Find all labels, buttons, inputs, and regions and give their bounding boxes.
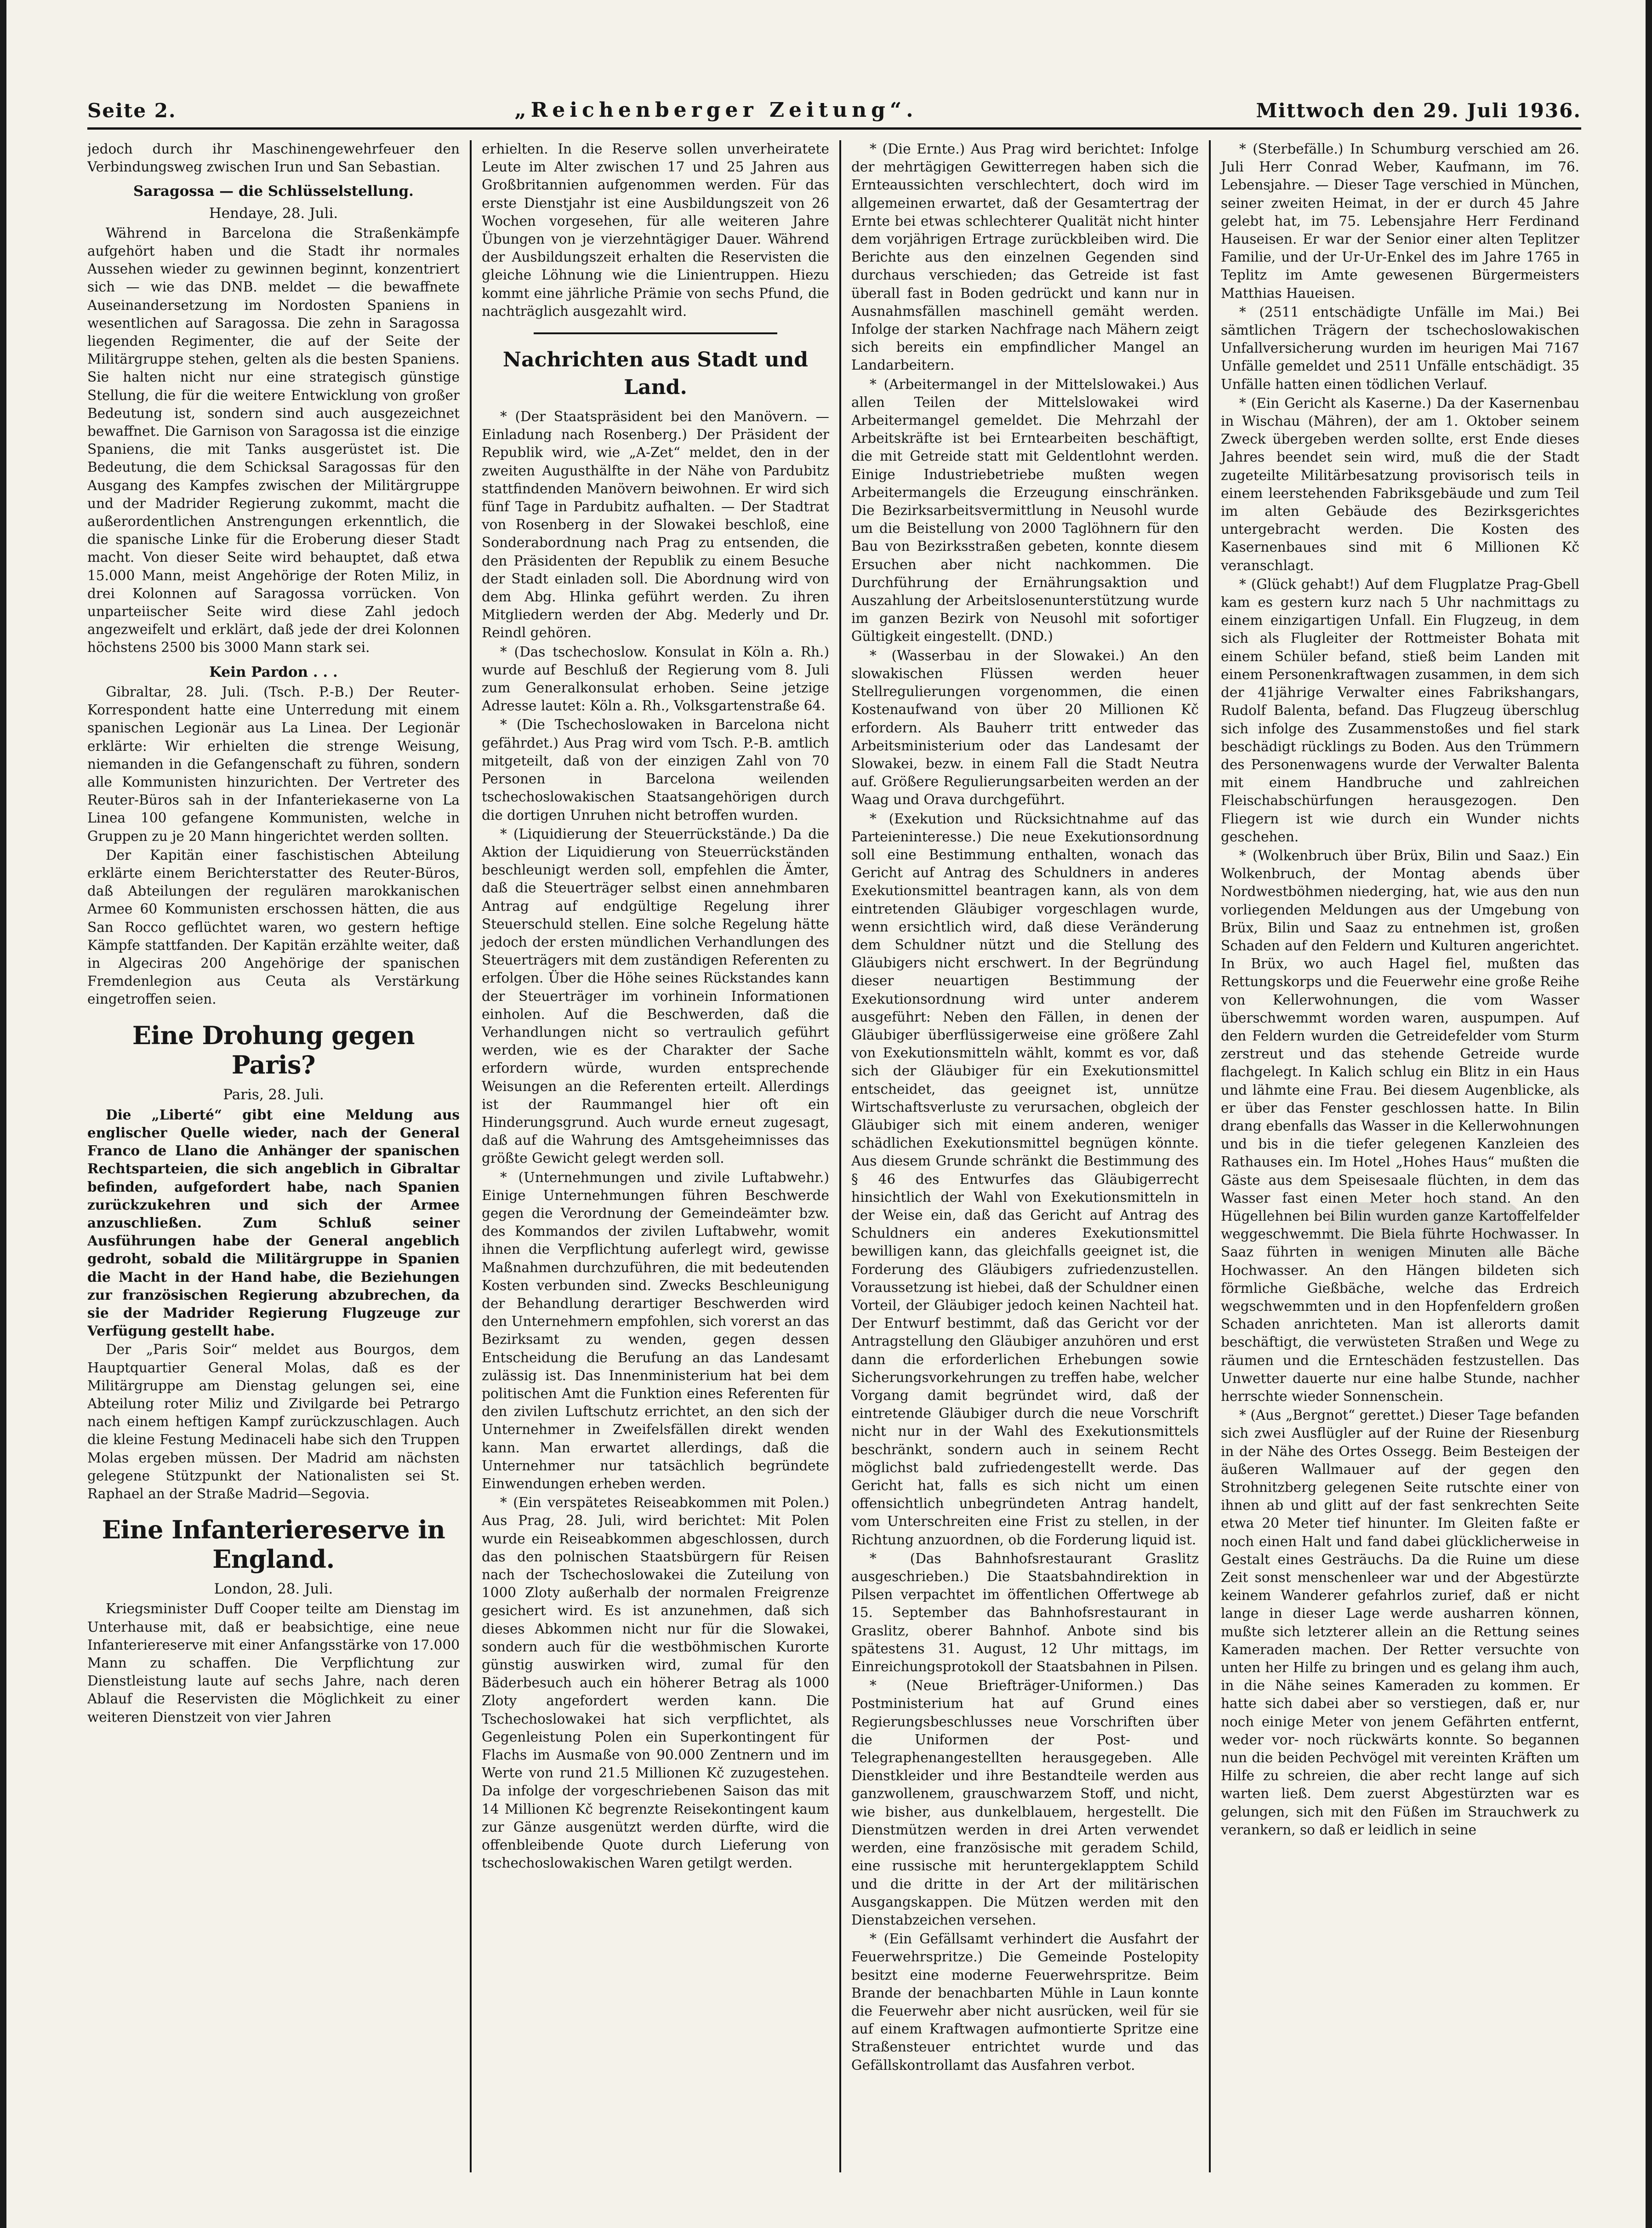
news-item: * (Die Ernte.) Aus Prag wird berichtet: Infolge der mehrtägigen Gewitterregen haben sich die Ernteaussichten verschlechtert, doch wird im allgemeinen erwartet, daß der Gesamtertrag der Ernte bei etwas schlechterer Qualität nicht hinter dem vorjährigen Ertrage zurückbleiben wird. Die Berichte aus den einzelnen Gegenden sind durchaus verschieden; das Getreide ist fast überall fast in Boden gedrückt und kann nur in Ausnahmsfällen maschinell gemäht werden. Infolge der starken Nachfrage nach Mähern zeigt sich bereits ein empfindlicher Mangel an Landarbeitern. <box>851 141 1199 373</box>
news-item: * (Die Tschechoslowaken in Barcelona nicht gefährdet.) Aus Prag wird vom Tsch. P.-B. amtlich mitgeteilt, daß von der einzigen Zahl von 70 Personen in Barcelona weilenden tschechoslowakischen Staatsangehörigen durch die dortigen Unruhen nicht betroffen wurden. <box>482 717 829 823</box>
article-headline: Eine Infanteriereserve in England. <box>102 1515 445 1574</box>
news-item: * (Ein verspätetes Reiseabkommen mit Polen.) Aus Prag, 28. Juli, wird berichtet: Mit Polen wurde ein Reiseabkommen abgeschlossen, durch das den polnischen Staatsbürgern für Reisen nach der Tschechoslowakei die Zuteilung von 1000 Zloty außerhalb der normalen Freigrenze gesichert wird. Es ist anzunehmen, daß sich dieses Abkommen nicht nur für die Slowakei, sondern auch für die westböhmischen Kurorte günstig auswirken wird, zumal für den Bäderbesuch auch ein höherer Betrag als 1000 Zloty angefordert werden kann. Die Tschechoslowakei hat sich verpflichtet, als Gegenleistung Polen ein Superkontingent für Flachs im Ausmaße von 90.000 Zentnern und im Werte von rund 21.5 Millionen Kč zuzugestehen. Da infolge der vorgeschriebenen Saison das mit 14 Millionen Kč begrenzte Reisekontingent kaum zur Gänze ausgenützt werden dürfte, wird die offenbleibende Quote durch Lieferung von tschechoslowakischen Waren getilgt werden. <box>482 1495 829 1871</box>
article-text: Der Kapitän einer faschistischen Abteilung erklärte einem Berichterstatter des Reuter-Büros, daß Abteilungen der regulären marokkanischen Armee 60 Kommunisten erschossen hätten, die aus San Rocco geflüchtet waren, wo gestern heftige Kämpfe stattfanden. Der Kapitän erzählte weiter, daß in Algeciras 200 Angehörige der spanischen Fremdenlegion aus Ceuta als Verstärkung eingetroffen seien. <box>87 847 460 1007</box>
news-item: * (Sterbefälle.) In Schumburg verschied am 26. Juli Herr Conrad Weber, Kaufmann, im 76. Lebensjahre. — Dieser Tage verschied in München, seiner zweiten Heimat, in der er durch 45 Jahre gelebt hat, im 75. Lebensjahre Herr Ferdinand Hauseisen. Er war der Senior einer alten Teplitzer Familie, und der Ur-Ur-Enkel des im Jahre 1765 in Teplitz im Amte gewesenen Bürgermeisters Matthias Haueisen. <box>1221 141 1579 301</box>
news-item: * (Ein Gericht als Kaserne.) Da der Kasernenbau in Wischau (Mähren), der am 1. Oktober seinem Zweck übergeben werden sollte, erst Ende dieses Jahres beendet sein wird, muß die der Stadt zugeteilte Militärbesatzung provisorisch teils in einem leerstehenden Fabriksgebäude und zum Teil im alten Gebäude des Bezirksgerichtes untergebracht werden. Die Kosten des Kasernenbaues sind mit 6 Millionen Kč veranschlagt. <box>1221 395 1579 573</box>
article-text: Kriegsminister Duff Cooper teilte am Dienstag im Unterhause mit, daß er beabsichtige, eine neue Infanteriereserve mit einer Anfangsstärke von 17.000 Mann zu schaffen. Die Verpflichtung zur Dienstleistung laute auf sechs Jahre, nach deren Ablauf die Reservisten die Möglichkeit zu einer weiteren Dienstzeit von vier Jahren <box>87 1601 460 1725</box>
news-item: * (Unternehmungen und zivile Luftabwehr.) Einige Unternehmungen führen Beschwerde gegen die Verordnung der Gemeindeämter bzw. des Kommandos der zivilen Luftabwehr, womit ihnen die Verpflichtung auferlegt wird, gewisse Maßnahmen durchzuführen, die mit bedeutenden Kosten verbunden sind. Zwecks Beschleunigung der Behandlung derartiger Beschwerden wird den Unternehmern empfohlen, sich vorerst an das Bezirksamt zu wenden, gegen dessen Entscheidung die Berufung an das Landesamt zulässig ist. Das Innenministerium hat bei dem politischen Amt die Funktion eines Referenten für den zivilen Luftschutz errichtet, an den sich der Unternehmer in Zweifelsfällen direkt wenden kann. Man erwartet allerdings, daß die Unternehmer nur tatsächlich begründete Einwendungen erheben werden. <box>482 1169 829 1492</box>
newspaper-page <box>87 90 1581 2186</box>
newspaper-title: „Reichenberger Zeitung“. <box>514 98 918 122</box>
column-2 <box>472 140 839 2172</box>
news-item: * (Glück gehabt!) Auf dem Flugplatze Prag-Gbell kam es gestern kurz nach 5 Uhr nachmittags zu einem einzigartigen Unfall. Ein Flugzeug, in dem sich als Flugleiter der Rottmeister Bohata mit einem Schüler befand, stieß beim Landen mit einem Personenkraftwagen zusammen, in dem sich der 41jährige Verwalter eines Fabrikshangars, Rudolf Balenta, befand. Das Flugzeug überschlug sich infolge des Zusammenstoßes und fiel stark beschädigt rücklings zu Boden. Aus den Trümmern des Personenwagens wurde der Verwalter Balenta mit einem Handbruche und zahlreichen Fleischabschürfungen herausgezogen. Den Fliegern ist wie durch ein Wunder nichts geschehen. <box>1221 576 1579 845</box>
column-4 <box>1211 140 1579 2172</box>
news-item: * (Aus „Bergnot“ gerettet.) Dieser Tage befanden sich zwei Ausflügler auf der Ruine der Riesenburg in der Nähe des Ortes Ossegg. Beim Besteigen der äußeren Wallmauer auf der gegen den Strohnitzberg gelegenen Seite rutschte einer von ihnen ab und glitt auf der fast senkrechten Seite etwa 20 Meter tief hinunter. Im Gleiten faßte er noch einen Halt und fand dabei glücklicherweise in Gestalt eines Gesträuchs. Da die Ruine um diese Zeit sonst menschenleer war und der Abgestürzte keinem Wanderer gefahrlos zurief, daß er nicht lange in dieser Lage werde ausharren können, mußte sich letzterer allein an die Rettung seines Kameraden machen. Der Retter versuchte von unten her Hilfe zu bringen und es gelang ihm auch, in die Nähe seines Kameraden zu kommen. Er hatte sich dabei aber so verstiegen, daß er, nur noch einige Meter von jenem Gefährten entfernt, weder vor- noch rückwärts konnte. So begannen nun die beiden Pechvögel mit vereinten Kräften um Hilfe zu schreien, die aber recht lange auf sich warten ließ. Dem zuerst Abgestürzten war es gelungen, sich mit den Füßen im Strauchwerk zu verankern, so daß er leidlich in seine <box>1221 1407 1579 1838</box>
news-item: * (2511 entschädigte Unfälle im Mai.) Bei sämtlichen Trägern der tschechoslowakischen Unfallversicherung wurden im heurigen Mai 7167 Unfälle gemeldet und 2511 Unfälle entschädigt. 35 Unfälle hatten einen tödlichen Verlauf. <box>1221 304 1579 392</box>
scan-smudge <box>1328 1202 1521 1257</box>
section-rule <box>534 332 777 334</box>
scan-edge-right <box>1646 0 1652 2228</box>
dateline: Paris, 28. Juli. <box>223 1086 324 1103</box>
news-item: * (Liquidierung der Steuerrückstände.) Da die Aktion der Liquidierung von Steuerrückständen beschleunigt werden soll, empfehlen die Ämter, daß die Steuerträger selbst einen annehmbaren Antrag auf endgültige Regelung ihrer Steuerschuld stellen. Eine solche Regelung hätte jedoch der ersten mündlichen Verhandlungen des Steuerträgers mit dem zuständigen Referenten zu erfolgen. Über die Höhe seines Rückstandes kann der Steuerträger im vorhinein Informationen einholen. Auf die Beschwerden, daß die Verhandlungen nicht so vertraulich geführt werden, wie es der Charakter der Sache erfordern würde, wurden entsprechende Weisungen an die Referenten erteilt. Allerdings ist der Raummangel hier oft ein Hinderungsgrund. Auch wurde erneut zugesagt, daß auf die Wahrung des Amtsgeheimnisses das größte Gewicht gelegt werden soll. <box>482 826 829 1166</box>
article-text: Während in Barcelona die Straßenkämpfe aufgehört haben und die Stadt ihr normales Aussehen wieder zu gewinnen beginnt, konzentriert sich — wie das DNB. meldet — die bewaffnete Auseinandersetzung im Nordosten Spaniens in wesentlichen auf Saragossa. Die zehn in Saragossa liegenden Regimenter, die auf der Seite der Militärgruppe stehen, gelten als die besten Spaniens. Sie halten nicht nur eine strategisch günstige Stellung, die für die weitere Entwicklung von großer Bedeutung ist, sondern sind auch ausgezeichnet bewaffnet. Die Garnison von Saragossa ist die einzige Spaniens, die mit Tanks ausgerüstet ist. Die Bedeutung, die dem Schicksal Saragossas für den Ausgang des Kampfes zwischen der Militärgruppe und der Madrider Regierung zukommt, macht die außerordentlichen Anstrengungen erkenntlich, die die spanische Linke für die Eroberung dieser Stadt macht. Von dieser Seite wird behauptet, daß etwa 15.000 Mann, meist Angehörige der Roten Miliz, in drei Kolonnen auf Saragossa vorrücken. Von unparteiischer Seite wird diese Zahl jedoch angezweifelt und erklärt, daß jede der drei Kolonnen höchstens 2500 bis 3000 Mann stark sei. <box>87 225 460 656</box>
scan-edge-left <box>0 0 6 2228</box>
article-text: Gibraltar, 28. Juli. (Tsch. P.-B.) Der Reuter-Korrespondent hatte eine Unterredung mit einem spanischen Legionär aus La Linea. Der Legionär erklärte: Wir erhielten die strenge Weisung, niemanden in die Gefangenschaft zu führen, sondern alle Kommunisten hinzurichten. Der Vertreter des Reuter-Büros sah in der Infanteriekaserne von La Linea 100 gefangene Kommunisten, welche in Gruppen zu je 20 Mann hingerichtet werden sollten. <box>87 684 460 844</box>
page-label: Seite 2. <box>87 99 177 122</box>
article-headline: Eine Drohung gegen Paris? <box>132 1020 415 1080</box>
news-item: * (Wolkenbruch über Brüx, Bilin und Saaz.) Ein Wolkenbruch, der Montag abends über Nordwestböhmen niederging, hat, wie aus den nun vorliegenden Meldungen aus der Umgebung von Brüx, Bilin und Saaz zu entnehmen ist, großen Schaden auf den Feldern und Kulturen angerichtet. In Brüx, wo auch Hagel fiel, mußten das Rettungskorps und die Feuerwehr eine große Reihe von Kellerwohnungen, die vom Wasser überschwemmt worden waren, auspumpen. Auf den Feldern wurden die Getreidefelder vom Sturm zerstreut und das stehende Getreide wurde flachgelegt. In Kalich schlug ein Blitz in ein Haus und lähmte eine Frau. Bei diesem Augenblicke, als er über das Fenster geschlossen hatte. In Bilin drang ebenfalls das Wasser in die Kellerwohnungen und bis in die tiefer gelegenen Kanzleien des Rathauses ein. Im Hotel „Hohes Haus“ mußten die Gäste aus dem Speisesaale flüchten, in dem das Wasser fast einen Meter hoch stand. An den Hügellehnen bei Bilin wurden ganze Kartoffelfelder weggeschwemmt. Die Biela führte Hochwasser. In Saaz führten in wenigen Minuten alle Bäche Hochwasser. An den Hängen bildeten sich förmliche Gießbäche, welche das Erdreich wegschwemmten und in den Hopfenfeldern großen Schaden anrichteten. Man ist allerorts damit beschäftigt, die verwüsteten Straßen und Wege zu räumen und die Ernteschäden festzustellen. Das Unwetter dauerte nur eine halbe Stunde, nachher herrschte wieder Sonnenschein. <box>1221 847 1579 1405</box>
section-heading: Nachrichten aus Stadt und Land. <box>502 348 809 400</box>
article-heading: Kein Pardon . . . <box>209 663 338 680</box>
page-header <box>87 90 1581 122</box>
header-rule <box>87 127 1581 130</box>
news-item: * (Ein Gefällsamt verhindert die Ausfahrt der Feuerwehrspritze.) Die Gemeinde Postelopity besitzt eine moderne Feuerwehrspritze. Beim Brande der benachbarten Mühle in Laun konnte die Feuerwehr aber nicht ausrücken, weil für sie auf einem Kraftwagen aufmontierte Spritze eine Straßensteuer entrichtet wurde und das Gefällskontrollamt das Ausfahren verbot. <box>851 1931 1199 2073</box>
article-text: Der „Paris Soir“ meldet aus Bourgos, dem Hauptquartier General Molas, daß es der Militärgruppe am Dienstag gelungen sei, eine Abteilung roter Miliz und Zivilgarde bei Petrargo nach einem heftigen Kampf zurückzuschlagen. Auch die kleine Festung Medinaceli habe sich den Truppen Molas ergeben müssen. Der Madrid am nächsten gelegene Stützpunkt der Nationalisten sei St. Raphael an der Straße Madrid—Segovia. <box>87 1342 460 1502</box>
dateline: Hendaye, 28. Juli. <box>209 205 338 222</box>
columns <box>87 140 1581 2172</box>
news-item: * (Arbeitermangel in der Mittelslowakei.) Aus allen Teilen der Mittelslowakei wird Arbeitermangel gemeldet. Die Mehrzahl der Arbeitskräfte ist bei Erntearbeiten beschäftigt, die mit Getreide statt mit Geldentlohnt werden. Einige Industriebetriebe mußten wegen Arbeitermangels die Erzeugung einschränken. Die Bezirksarbeitsvermittlung in Neusohl wurde um die Beistellung von 2000 Taglöhnern für den Bau von Bezirksstraßen gebeten, konnte diesem Ersuchen aber nicht nachkommen. Die Durchführung der Ernährungsaktion und Auszahlung der Arbeitslosenunterstützung wurde im ganzen Bezirk von Neusohl mit sofortiger Gültigkeit eingestellt. (DND.) <box>851 376 1199 645</box>
column-1 <box>87 140 470 2172</box>
article-text: jedoch durch ihr Maschinengewehrfeuer den Verbindungsweg zwischen Irun und San Sebastian. <box>87 141 460 175</box>
article-text: Die „Liberté“ gibt eine Meldung aus englischer Quelle wieder, nach der General Franco de Llano die Anhänger der spanischen Rechtsparteien, die sich angeblich in Gibraltar befinden, aufgefordert habe, nach Spanien zurückzukehren und sich der Armee anzuschließen. Zum Schluß seiner Ausführungen habe der General angeblich gedroht, sobald die Militärgruppe in Spanien die Macht in der Hand habe, die Beziehungen zur französischen Regierung abzubrechen, da sie der Madrider Regierung Flugzeuge zur Verfügung gestellt habe. <box>87 1106 460 1339</box>
issue-date: Mittwoch den 29. Juli 1936. <box>1256 99 1581 122</box>
news-item: * (Das Bahnhofsrestaurant Graslitz ausgeschrieben.) Die Staatsbahndirektion in Pilsen verpachtet im öffentlichen Offertwege ab 15. September das Bahnhofsrestaurant in Graslitz, oberer Bahnhof. Anbote sind bis spätestens 31. August, 12 Uhr mittags, im Einreichungsprotokoll der Staatsbahnen in Pilsen. <box>851 1550 1199 1675</box>
dateline: London, 28. Juli. <box>214 1581 333 1598</box>
news-item: * (Exekution und Rücksichtnahme auf das Parteieninteresse.) Die neue Exekutionsordnung soll eine Bestimmung enthalten, wonach das Gericht auf Antrag des Schuldners in anderes Exekutionsmittel beantragen kann, als von dem eintretenden Gläubiger vorgeschlagen wurde, wenn ersichtlich wird, daß diese Veränderung dem Schuldner nützt und die Stellung des Gläubigers nicht erschwert. In der Begründung dieser neuartigen Bestimmung der Exekutionsordnung wird unter anderem ausgeführt: Neben den Fällen, in denen der Gläubiger überflüssigerweise eine größere Zahl von Exekutionsmitteln wählt, kommt es vor, daß sich der Gläubiger für ein Exekutionsmittel entscheidet, das geeignet ist, unnütze Wirtschaftsverluste zu verursachen, obgleich der Gläubiger sich mit einem anderen, weniger schädlichen Exekutionsmittel begnügen könnte. Aus diesem Grunde schränkt die Bestimmung des § 46 des Entwurfes das Gläubigerrecht hinsichtlich der Wahl von Exekutionsmitteln in der Weise ein, daß das Gericht auf Antrag des Schuldners ein anderes Exekutionsmittel bewilligen kann, das gleichfalls geeignet ist, die Forderung des Gläubigers zufriedenzustellen. Voraussetzung ist hiebei, daß der Schuldner einen Vorteil, der Gläubiger jedoch keinen Nachteil hat. Der Entwurf bestimmt, daß das Gericht vor der Antragstellung den Gläubiger anzuhören und erst dann die erforderlichen Erhebungen sowie Sicherungsvorkehrungen zu treffen habe, welcher Vorgang damit begründet wird, daß der eintretende Gläubiger durch die neue Vorschrift nicht nur in der Wahl des Exekutionsmittels beschränkt, sondern auch in seinem Recht möglichst bald zufriedengestellt werde. Das Gericht hat, falls es sich nicht um einen offensichtlich unbegründeten Antrag handelt, vom Unterschreiten eine Frist zu stellen, in der Richtung anzuordnen, ob die Forderung liquid ist. <box>851 811 1199 1548</box>
column-3 <box>841 140 1209 2172</box>
article-text: erhielten. In die Reserve sollen unverheiratete Leute im Alter zwischen 17 und 25 Jahren aus Großbritannien aufgenommen werden. Für das erste Dienstjahr ist eine Ausbildungszeit von 26 Wochen vorgesehen, für alle weiteren Jahre Übungen von je vierzehntägiger Dauer. Während der Ausbildungszeit erhalten die Reservisten die gleiche Löhnung wie die Linientruppen. Hiezu kommt eine jährliche Prämie von sechs Pfund, die nachträglich ausgezahlt wird. <box>482 141 829 319</box>
news-item: * (Der Staatspräsident bei den Manövern. — Einladung nach Rosenberg.) Der Präsident der Republik wird, wie „A-Zet“ meldet, den in der zweiten Augusthälfte in der Nähe von Pardubitz stattfindenden Manövern beiwohnen. Er wird sich fünf Tage in Pardubitz aufhalten. — Der Stadtrat von Rosenberg in der Slowakei beschloß, eine Sonderabordnung nach Prag zu entsenden, die den Präsidenten der Republik zu einem Besuche der Stadt einladen soll. Die Abordnung wird von dem Abg. Hlinka geführt werden. Zu ihren Mitgliedern werden der Abg. Mederly und Dr. Reindl gehören. <box>482 409 829 641</box>
news-item: * (Wasserbau in der Slowakei.) An den slowakischen Flüssen werden heuer Stellregulierungen vorgenommen, die einen Kostenaufwand von über 20 Millionen Kč erfordern. Als Bauherr tritt entweder das Arbeitsministerium oder das Landesamt der Slowakei, bezw. in einem Fall die Stadt Neutra auf. Größere Regulierungsarbeiten werden an der Waag und Orava durchgeführt. <box>851 647 1199 808</box>
news-item: * (Neue Briefträger-Uniformen.) Das Postministerium hat auf Grund eines Regierungsbeschlusses neue Vorschriften über die Uniformen der Post- und Telegraphenangestellten herausgegeben. Alle Dienstkleider und ihre Bestandteile werden aus ganzwollenem, grauschwarzem Stoff, und nicht, wie bisher, aus dunkelblauem, hergestellt. Die Dienstmützen werden in drei Arten verwendet werden, eine französische mit geradem Schild, eine russische mit heruntergeklapptem Schild und die dritte in der Art der militärischen Ausgangskappen. Die Mützen werden mit den Dienstabzeichen versehen. <box>851 1678 1199 1928</box>
article-heading: Saragossa — die Schlüsselstellung. <box>133 183 414 200</box>
news-item: * (Das tschechoslow. Konsulat in Köln a. Rh.) wurde auf Beschluß der Regierung vom 8. Juli zum Generalkonsulat erhoben. Seine jetzige Adresse lautet: Köln a. Rh., Volksgartenstraße 64. <box>482 644 829 714</box>
